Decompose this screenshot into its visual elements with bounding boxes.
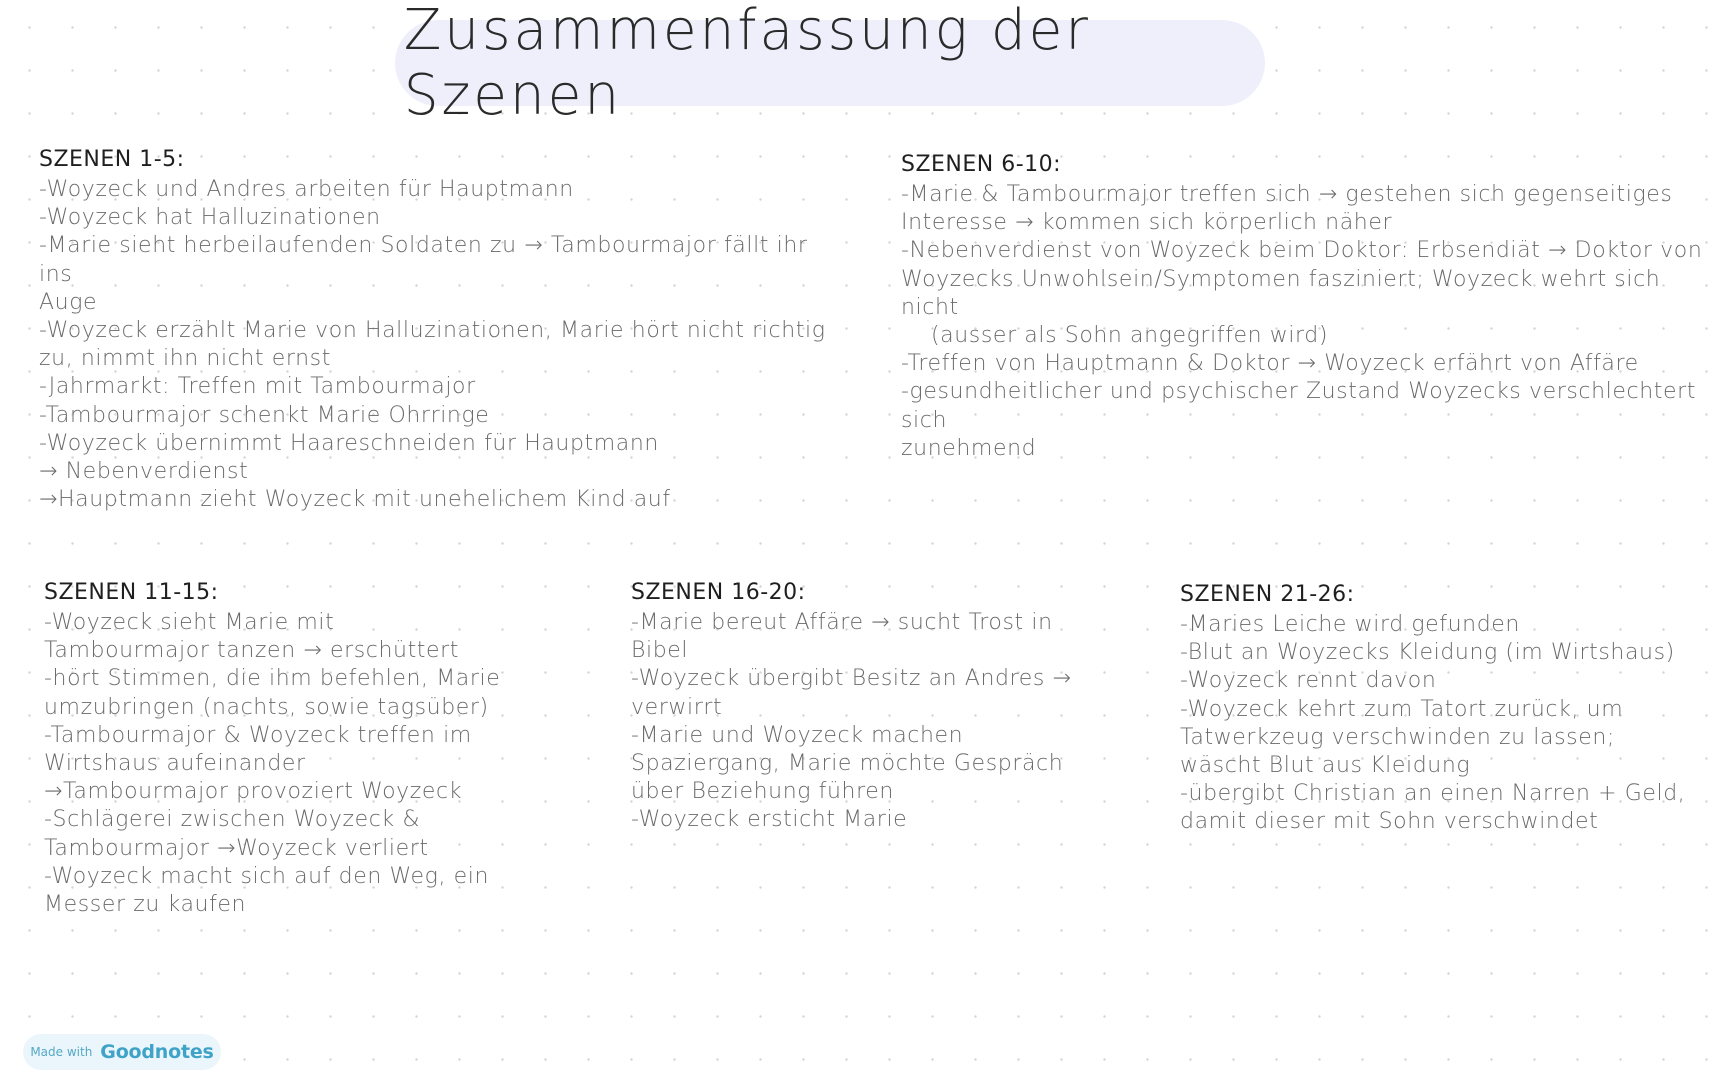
line: -Marie und Woyzeck machen xyxy=(631,722,964,748)
title-highlight xyxy=(395,0,1265,128)
section-lines xyxy=(39,176,839,514)
section-heading: SZENEN 11-15: xyxy=(44,580,219,605)
line: -Woyzeck macht sich auf den Weg, ein xyxy=(44,863,490,889)
line: -Nebenverdienst von Woyzeck beim Doktor: Erbsendiät → Doktor von xyxy=(901,238,1703,264)
badge-prefix: Made with xyxy=(30,1045,93,1059)
line: →Hauptmann zieht Woyzeck mit unehelichem Kind auf xyxy=(39,487,671,513)
line: -Woyzeck übernimmt Haareschneiden für Hauptmann xyxy=(39,430,659,456)
line: -Treffen von Hauptmann & Doktor → Woyzeck erfährt von Affäre xyxy=(901,351,1639,377)
line: -Woyzeck übergibt Besitz an Andres → xyxy=(631,666,1072,692)
line: zunehmend xyxy=(901,435,1037,461)
line: -Marie sieht herbeilaufenden Soldaten zu → Tambourmajor fällt ihr ins xyxy=(39,233,808,287)
line: -Tambourmajor & Woyzeck treffen im xyxy=(44,722,472,748)
section-szenen-16-20 xyxy=(631,579,1101,835)
line: Auge xyxy=(39,289,98,315)
section-szenen-21-26 xyxy=(1180,581,1700,837)
line: Wirtshaus aufeinander xyxy=(44,751,306,777)
line: -Marie bereut Affäre → sucht Trost in xyxy=(631,610,1053,635)
section-szenen-11-15 xyxy=(44,579,514,919)
line: über Beziehung führen xyxy=(631,779,894,805)
line: -übergibt Christian an einen Narren + Geld, xyxy=(1180,781,1686,807)
line: verwirrt xyxy=(631,694,723,720)
section-lines xyxy=(901,181,1721,463)
line: -hört Stimmen, die ihm befehlen, Marie xyxy=(44,666,501,692)
line: Woyzecks Unwohlsein/Symptomen fasziniert; Woyzeck wehrt sich nicht xyxy=(901,266,1661,320)
line: Tambourmajor →Woyzeck verliert xyxy=(44,835,429,861)
line: -Marie & Tambourmajor treffen sich → gestehen sich gegenseitiges xyxy=(901,182,1673,207)
line: → Nebenverdienst xyxy=(39,459,249,485)
section-szenen-6-10 xyxy=(901,151,1721,463)
line: -Woyzeck hat Halluzinationen xyxy=(39,205,381,231)
section-heading: SZENEN 6-10: xyxy=(901,152,1062,177)
line: -Woyzeck sieht Marie mit xyxy=(44,610,335,635)
section-heading: SZENEN 16-20: xyxy=(631,580,806,605)
line: -Tambourmajor schenkt Marie Ohrringe xyxy=(39,402,490,428)
line: Spaziergang, Marie möchte Gespräch xyxy=(631,751,1064,777)
line: -gesundheitlicher und psychischer Zustand Woyzecks verschlechtert sich xyxy=(901,379,1696,433)
line: -Jahrmarkt: Treffen mit Tambourmajor xyxy=(39,374,476,400)
section-heading: SZENEN 21-26: xyxy=(1180,582,1355,607)
line: Interesse → kommen sich körperlich näher xyxy=(901,210,1393,236)
page-title: Zusammenfassung der Szenen xyxy=(403,0,1091,128)
line: wäscht Blut aus Kleidung xyxy=(1180,753,1471,779)
section-lines xyxy=(44,609,514,919)
line: -Schlägerei zwischen Woyzeck & xyxy=(44,807,421,833)
line: umzubringen (nachts, sowie tagsüber) xyxy=(44,694,489,720)
line: Bibel xyxy=(631,638,689,664)
line: -Woyzeck kehrt zum Tatort zurück, um xyxy=(1180,696,1624,722)
section-szenen-1-5 xyxy=(39,146,839,514)
made-with-goodnotes-badge[interactable] xyxy=(23,1034,221,1070)
line: -Woyzeck rennt davon xyxy=(1180,668,1437,694)
line: Messer zu kaufen xyxy=(44,892,247,918)
section-lines xyxy=(1180,611,1700,837)
section-heading: SZENEN 1-5: xyxy=(39,147,185,172)
line: -Woyzeck erzählt Marie von Halluzinationen, Marie hört nicht richtig xyxy=(39,318,826,344)
line: Tambourmajor tanzen → erschüttert xyxy=(44,638,460,664)
line: (ausser als Sohn angegriffen wird) xyxy=(931,323,1329,349)
line: -Blut an Woyzecks Kleidung (im Wirtshaus) xyxy=(1180,640,1675,666)
line: Tatwerkzeug verschwinden zu lassen; xyxy=(1180,724,1615,750)
line: zu, nimmt ihn nicht ernst xyxy=(39,346,331,372)
goodnotes-logo: Goodnotes xyxy=(100,1041,214,1063)
line: -Woyzeck ersticht Marie xyxy=(631,807,908,833)
line: →Tambourmajor provoziert Woyzeck xyxy=(44,779,463,805)
line: -Woyzeck und Andres arbeiten für Hauptmann xyxy=(39,177,574,202)
line: -Maries Leiche wird gefunden xyxy=(1180,612,1520,637)
section-lines xyxy=(631,609,1101,835)
line: damit dieser mit Sohn verschwindet xyxy=(1180,809,1599,835)
